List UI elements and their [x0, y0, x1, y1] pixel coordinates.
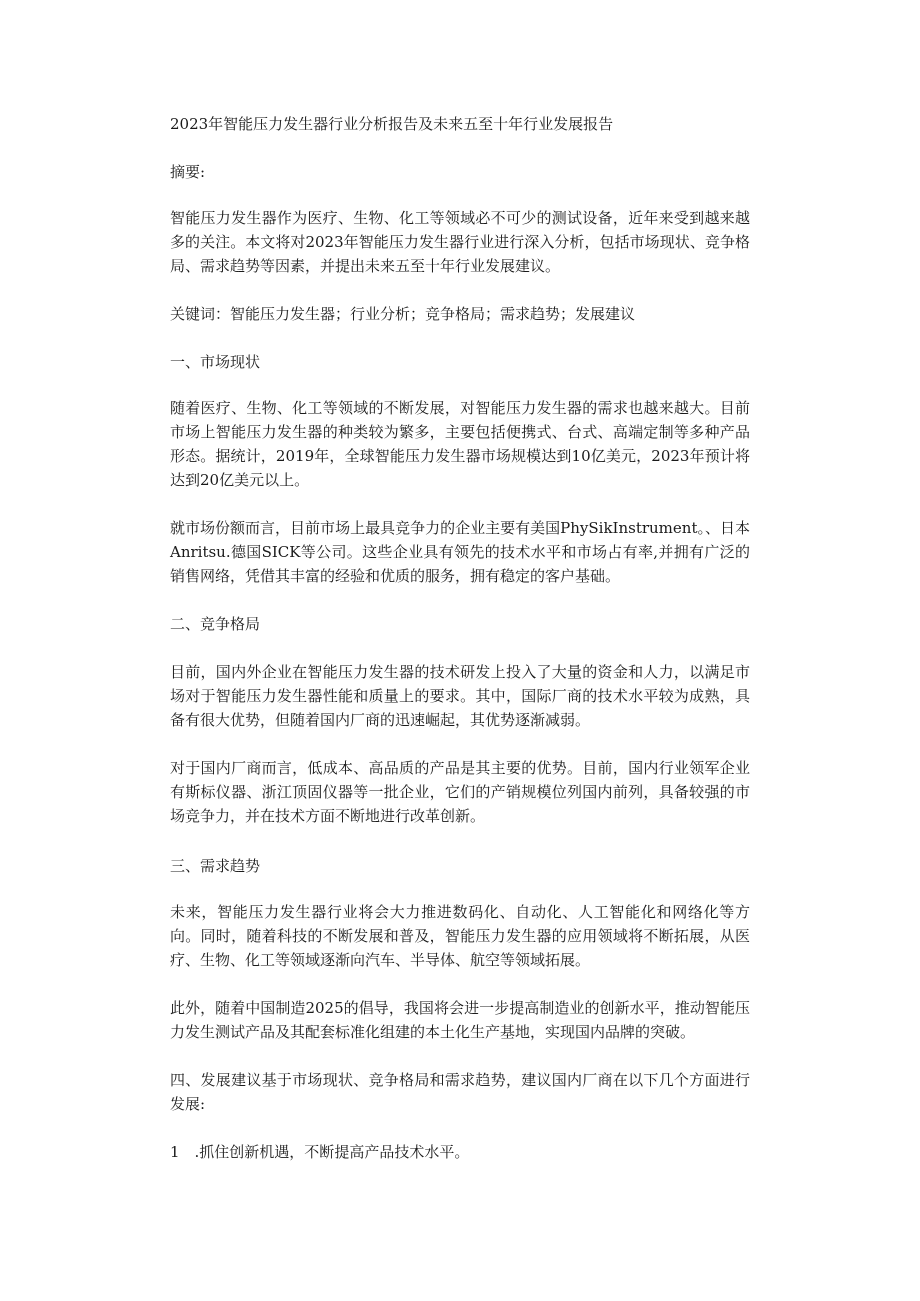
section-heading-competition: 二、竞争格局 — [170, 615, 261, 633]
suggestion-list-item-1: 1 .抓住创新机遇，不断提高产品技术水平。 — [170, 1143, 470, 1161]
development-suggestion-paragraph: 四、发展建议基于市场现状、竞争格局和需求趋势，建议国内厂商在以下几个方面进行发展: — [170, 1071, 750, 1113]
market-status-paragraph-1: 随着医疗、生物、化工等领域的不断发展，对智能压力发生器的需求也越来越大。目前市场上智能压力发生器的种类较为繁多，主要包括便携式、台式、高端定制等多种产品形态。据统计，2019年，全球智能压力发生器市场规模达到10亿美元，2023年预计将达到20亿美元以上。 — [170, 399, 750, 489]
abstract-label: 摘要: — [170, 163, 206, 181]
document-title: 2023年智能压力发生器行业分析报告及未来五至十年行业发展报告 — [170, 115, 614, 133]
demand-trend-paragraph-1: 未来，智能压力发生器行业将会大力推进数码化、自动化、人工智能化和网络化等方向。同时，随着科技的不断发展和普及，智能压力发生器的应用领域将不断拓展，从医疗、生物、化工等领域逐渐向汽车、半导体、航空等领域拓展。 — [170, 903, 750, 969]
section-heading-demand-trend: 三、需求趋势 — [170, 857, 261, 875]
demand-trend-paragraph-2: 此外，随着中国制造2025的倡导，我国将会进一步提高制造业的创新水平，推动智能压力发生测试产品及其配套标准化组建的本土化生产基地，实现国内品牌的突破。 — [170, 999, 750, 1041]
competition-paragraph-1: 目前，国内外企业在智能压力发生器的技术研发上投入了大量的资金和人力，以满足市场对于智能压力发生器性能和质量上的要求。其中，国际厂商的技术水平较为成熟，具备有很大优势，但随着国内厂商的迅速崛起，其优势逐渐减弱。 — [170, 663, 750, 729]
abstract-paragraph: 智能压力发生器作为医疗、生物、化工等领域必不可少的测试设备，近年来受到越来越多的关注。本文将对2023年智能压力发生器行业进行深入分析，包括市场现状、竞争格局、需求趋势等因素，并提出未来五至十年行业发展建议。 — [170, 209, 750, 275]
competition-paragraph-2: 对于国内厂商而言，低成本、高品质的产品是其主要的优势。目前，国内行业领军企业有斯标仪器、浙江顶固仪器等一批企业，它们的产销规模位列国内前列，具备较强的市场竞争力，并在技术方面不断地进行改革创新。 — [170, 759, 750, 825]
market-status-paragraph-2: 就市场份额而言，目前市场上最具竞争力的企业主要有美国PhySikInstrument。、日本Anritsu.德国SICK等公司。这些企业具有领先的技术水平和市场占有率,并拥有广泛的销售网络，凭借其丰富的经验和优质的服务，拥有稳定的客户基础。 — [170, 519, 750, 585]
section-heading-market-status: 一、市场现状 — [170, 353, 261, 371]
keywords-line: 关键词：智能压力发生器；行业分析；竞争格局；需求趋势；发展建议 — [170, 305, 636, 323]
